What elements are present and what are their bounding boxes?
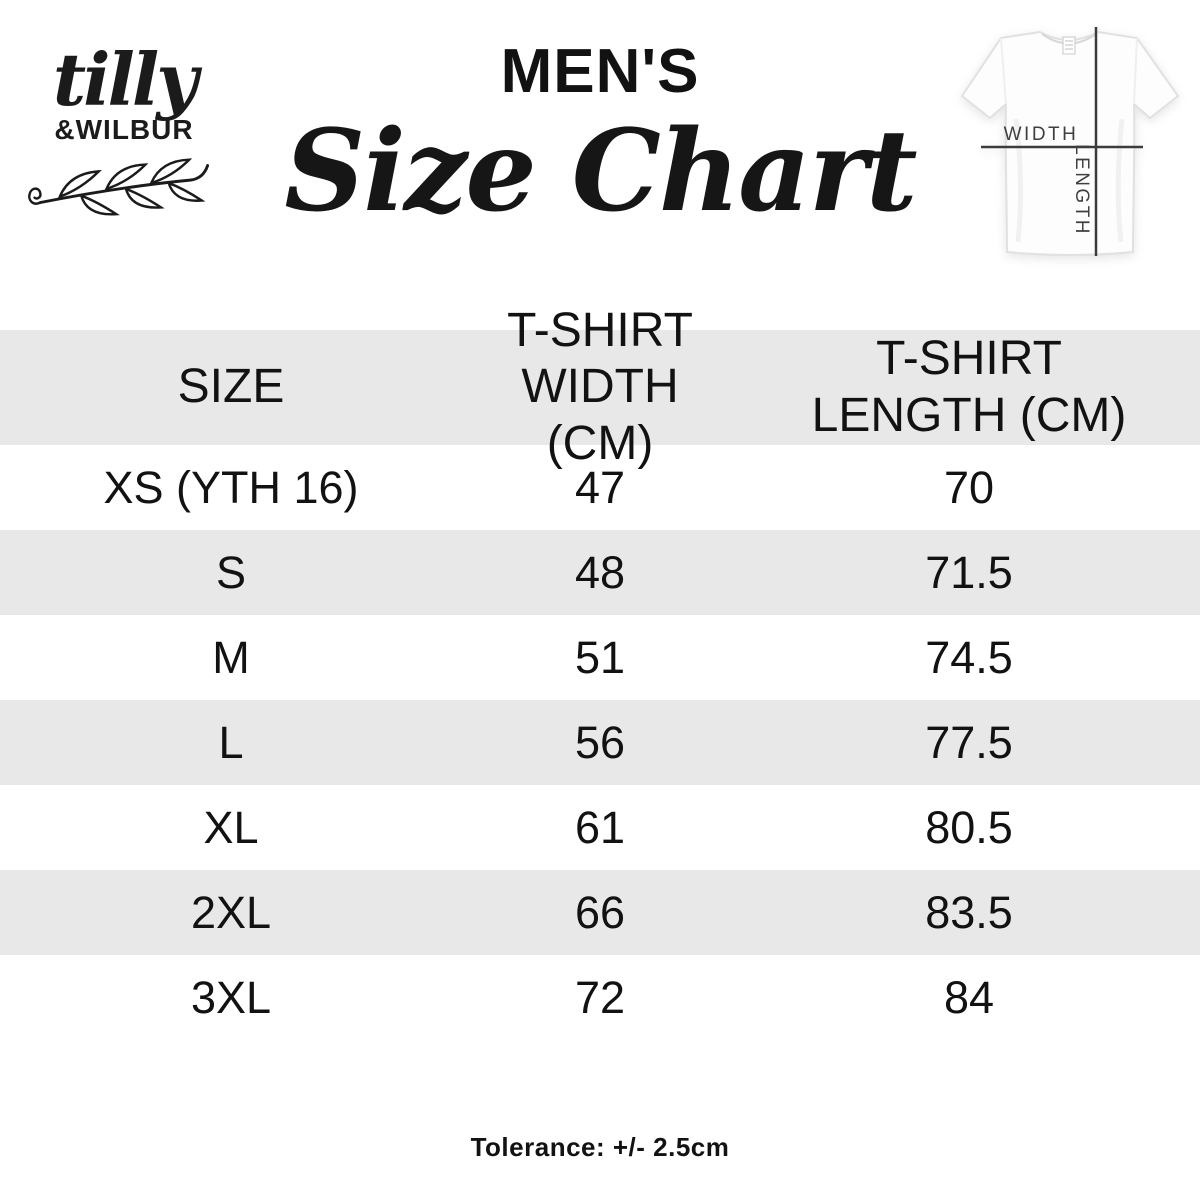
cell-size: S xyxy=(215,546,246,598)
brand-name-script: tilly xyxy=(52,37,196,122)
header-size: SIZE xyxy=(177,360,285,414)
table-row xyxy=(0,955,1200,1040)
cell-length: 83.5 xyxy=(925,886,1013,938)
brand-logo xyxy=(22,37,226,220)
cell-length: 84 xyxy=(943,971,995,1023)
cell-width: 47 xyxy=(574,461,626,513)
cell-size: XS (YTH 16) xyxy=(103,461,359,513)
cell-length: 74.5 xyxy=(925,631,1013,683)
header-length-line1: T-SHIRT xyxy=(876,331,1062,385)
size-chart-table xyxy=(0,303,1200,1040)
cell-width: 56 xyxy=(574,716,626,768)
table-body xyxy=(0,445,1200,1040)
table-header-row xyxy=(0,303,1200,470)
cell-width: 72 xyxy=(574,971,626,1023)
header-length xyxy=(738,331,1200,444)
cell-width: 51 xyxy=(574,631,626,683)
length-label: LENGTH xyxy=(1071,143,1092,237)
category-title: MEN'S xyxy=(500,37,700,106)
cell-size: M xyxy=(212,631,250,683)
page-title: Size Chart xyxy=(284,106,916,237)
cell-length: 77.5 xyxy=(925,716,1013,768)
tolerance-note: Tolerance: +/- 2.5cm xyxy=(470,1132,730,1162)
table-row xyxy=(0,870,1200,955)
cell-size: 3XL xyxy=(190,971,272,1023)
header-width-line1: T-SHIRT xyxy=(507,303,693,357)
header-width-line2: WIDTH (CM) xyxy=(521,360,679,470)
page-header xyxy=(240,0,960,237)
cell-length: 71.5 xyxy=(925,546,1013,598)
table-row xyxy=(0,785,1200,870)
width-label: WIDTH xyxy=(1003,124,1079,145)
cell-width: 48 xyxy=(574,546,626,598)
cell-size: 2XL xyxy=(190,886,272,938)
cell-size: L xyxy=(218,716,244,768)
cell-length: 80.5 xyxy=(925,801,1013,853)
table-row xyxy=(0,700,1200,785)
table-row xyxy=(0,530,1200,615)
cell-width: 61 xyxy=(574,801,626,853)
cell-width: 66 xyxy=(574,886,626,938)
table-row xyxy=(0,615,1200,700)
tshirt-icon xyxy=(944,4,1194,266)
cell-length: 70 xyxy=(943,461,995,513)
header-width xyxy=(462,303,738,473)
cell-size: XL xyxy=(203,801,259,853)
brand-name-caps: &WILBUR xyxy=(54,114,194,146)
header-length-line2: LENGTH (CM) xyxy=(811,388,1127,442)
laurel-branch-icon xyxy=(26,150,222,220)
tshirt-measurement-diagram xyxy=(944,4,1194,266)
